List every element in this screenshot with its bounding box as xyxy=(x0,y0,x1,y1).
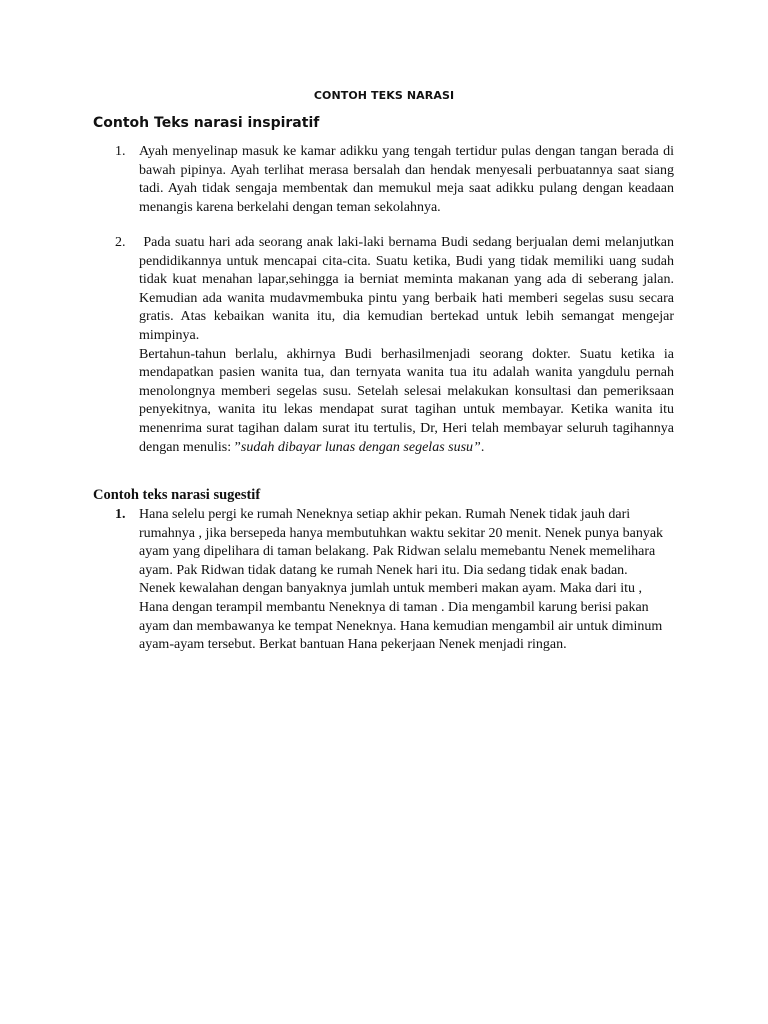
document-title: CONTOH TEKS NARASI xyxy=(313,89,455,102)
list-item-number: 1. xyxy=(115,507,126,522)
paragraph-text: Bertahun-tahun berlalu, akhirnya Budi berhasilmenjadi seorang dokter. Suatu ketika ia mendapatkan pasien wanita tua, dan ternyata wanita tua itu adalah wanita yangdulu pernah menolongnya memberi segelas susu. Setelah selesai melakukan konsultasi dan pemeriksaan penyekitnya, wanita itu lekas mendapat surat tagihan untuk membayar. Ketika wanita itu menenrima surat tagihan dalam surat itu tertulis, Dr, Heri telah membayar seluruh tagihannya dengan menulis: ” xyxy=(139,346,674,455)
paragraph: Hana selelu pergi ke rumah Neneknya setiap akhir pekan. Rumah Nenek tidak jauh dari rumahnya , jika bersepeda hanya membutuhkan waktu sekitar 20 menit. Nenek punya banyak ayam yang dipelihara di taman belakang. Pak Ridwan selalu memebantu Nenek memelihara ayam. Pak Ridwan tidak datang ke rumah Nenek hari itu. Dia sedang tidak enak badan. Nenek kewalahan dengan banyaknya jumlah untuk memberi makan ayam. Maka dari itu , Hana dengan terampil membantu Neneknya di taman . Dia mengambil karung berisi pakan ayam dan membawanya ke tempat Neneknya. Hana kemudian mengambil air untuk diminum ayam-ayam tersebut. Berkat bantuan Hana pekerjaan Nenek menjadi ringan. xyxy=(139,507,664,653)
section-heading-sugestif: Contoh teks narasi sugestif xyxy=(93,487,261,503)
paragraph: Pada suatu hari ada seorang anak laki-laki bernama Budi sedang berjualan demi melanjutkan pendidikannya untuk mencapai cita-cita. Suatu ketika, Budi yang tidak memiliki uang sudah tidak kuat menahan lapar,sehingga ia berniat meminta makanan yang ada di seberang jalan. Kemudian ada wanita mudavmembuka pintu yang berbaik hati memberi segelas susu secara gratis. Atas kebaikan wanita itu, dia kemudian bertekad untuk lebih semangat mengejar mimpinya. xyxy=(139,235,678,343)
list-item-text xyxy=(139,234,678,457)
list-item-number: 1. xyxy=(115,144,126,159)
list-item-text xyxy=(139,506,664,655)
paragraph xyxy=(139,346,674,458)
paragraph: Ayah menyelinap masuk ke kamar adikku yang tengah tertidur pulas dengan tangan berada di bawah pipinya. Ayah terlihat merasa bersalah dan hendak menyesali perbuatannya saat siang tadi. Ayah tidak sengaja membentak dan memukul meja saat adikku pulang dengan keadaan menangis karena berkelahi dengan teman sekolahnya. xyxy=(139,144,674,215)
list-item-number: 2. xyxy=(115,235,126,250)
section-heading-inspiratif: Contoh Teks narasi inspiratif xyxy=(93,115,320,131)
list-item-text xyxy=(139,143,674,217)
quote-end: . xyxy=(480,439,485,455)
quote-text: sudah dibayar lunas dengan segelas susu” xyxy=(240,439,481,455)
